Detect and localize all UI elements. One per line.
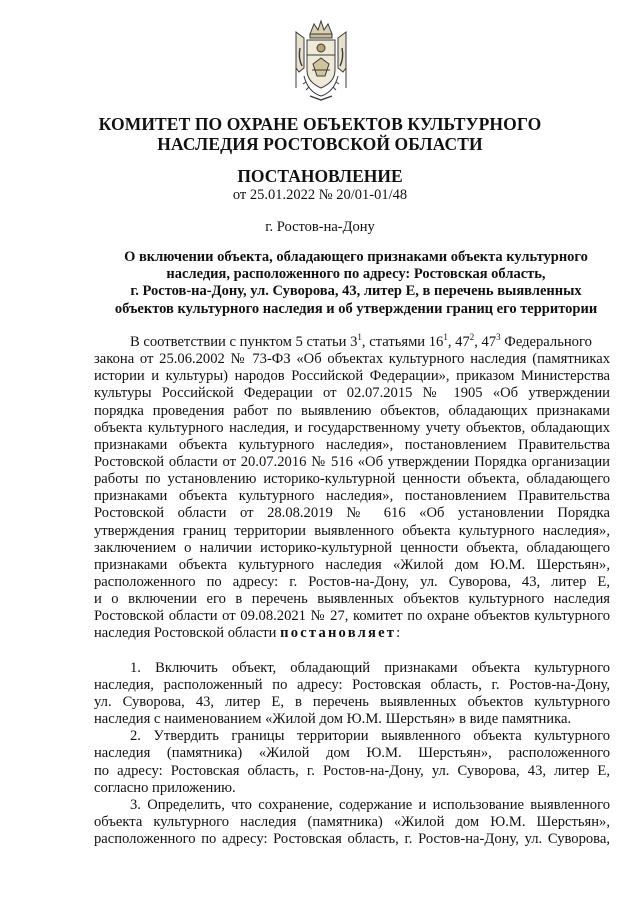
preamble-line: и о включении его в перечень выявленных объектов культурного наследия	[94, 591, 610, 608]
preamble-line: признаками объекта культурного наследия», постановлением Правительства	[94, 488, 610, 505]
item-line: по адресу: Ростовская область, г. Ростов-на-Дону, ул. Суворова, 43, литер Е,	[94, 762, 610, 779]
preamble-line: работы по установлению историко-культурной ценности объекта, обладающего	[94, 471, 610, 488]
item-line: наследия с наименованием «Жилой дом Ю.М. Шерстьян» в виде памятника.	[94, 711, 572, 728]
title-line: г. Ростов-на-Дону, ул. Суворова, 43, литер Е, в перечень выявленных	[130, 283, 582, 300]
preamble-line: Ростовской области от 09.08.2021 № 27, комитет по охране объектов культурного	[94, 608, 610, 625]
preamble-line: признаками объекта культурного наследия», постановлением Правительства	[94, 436, 610, 453]
preamble-line: культуры Российской Федерации от 02.07.2015 № 1905 «Об утверждении	[94, 385, 610, 402]
item-line: 2. Утвердить границы территории выявленного объекта культурного	[130, 728, 610, 745]
issuing-authority	[0, 114, 640, 154]
resolution-item-3	[94, 797, 610, 848]
item-line: ул. Суворова, 43, литер Е, в перечень выявленных объектов культурного	[94, 693, 610, 710]
title-line: объектов культурного наследия и об утверждении границ его территории	[114, 300, 598, 317]
title-line: О включении объекта, обладающего признаками объекта культурного	[124, 249, 588, 265]
authority-line-2: НАСЛЕДИЯ РОСТОВСКОЙ ОБЛАСТИ	[157, 134, 483, 154]
preamble-line: закона от 25.06.2002 № 73-ФЗ «Об объектах культурного наследия (памятниках	[94, 351, 610, 368]
preamble-line: Ростовской области от 28.08.2019 № 616 «Об установлении Порядка	[94, 505, 610, 522]
document-type: ПОСТАНОВЛЕНИЕ	[237, 166, 403, 186]
preamble-line: заключением о наличии историко-культурной ценности объекта, обладающего	[94, 539, 610, 556]
authority-line-1: КОМИТЕТ ПО ОХРАНЕ ОБЪЕКТОВ КУЛЬТУРНОГО	[98, 114, 542, 134]
preamble-line: утверждения границ территории выявленного объекта культурного наследия»,	[94, 522, 610, 539]
preamble-last-line: наследия Ростовской области постановляет:	[94, 625, 401, 642]
preamble-paragraph	[94, 334, 610, 643]
preamble-first-line: В соответствии с пунктом 5 статьи $3^1$, статьями $16^1$, $47^2$, $47^3$ Федерального	[130, 332, 592, 350]
preamble-line: истории и культуры) народов Российской Федерации», приказом Министерства	[94, 368, 610, 385]
title-line: наследия, расположенного по адресу: Ростовская область,	[166, 266, 546, 283]
item-line: 3. Определить, что сохранение, содержание и использование выявленного	[130, 796, 610, 813]
resolves-word: постановляет	[280, 625, 397, 642]
preamble-line: порядка проведения работ по выявлению объектов, обладающих признаками	[94, 402, 610, 419]
document-title	[96, 249, 616, 318]
resolution-item-2	[94, 728, 610, 797]
item-line: согласно приложению.	[94, 779, 236, 796]
document-body	[94, 334, 610, 848]
coat-of-arms-icon	[290, 18, 352, 102]
preamble-line: Ростовской области от 20.07.2016 № 516 «Об утверждении Порядка организации	[94, 453, 610, 470]
document-city: г. Ростов-на-Дону	[265, 219, 375, 235]
document-date-number: от 25.01.2022 № 20/01-01/48	[232, 187, 408, 203]
item-line: наследия, расположенный по адресу: Ростовская область, г. Ростов-на-Дону,	[94, 676, 610, 693]
preamble-line: признаками объекта культурного наследия «Жилой дом Ю.М. Шерстьян»,	[94, 556, 610, 573]
preamble-line: объекта культурного наследия, и государственному учету объектов, обладающих	[94, 419, 610, 436]
item-line: наследия (памятника) «Жилой дом Ю.М. Шерстьян», расположенного	[94, 745, 610, 762]
resolution-item-1	[94, 660, 610, 729]
item-line: 1. Включить объект, обладающий признаками объекта культурного	[130, 659, 610, 676]
item-line: объекта культурного наследия (памятника) «Жилой дом Ю.М. Шерстьян»,	[94, 813, 610, 830]
preamble-line: расположенного по адресу: г. Ростов-на-Дону, ул. Суворова, 43, литер Е,	[94, 573, 610, 590]
item-line: расположенного по адресу: Ростовская область, г. Ростов-на-Дону, ул. Суворова,	[94, 831, 610, 848]
